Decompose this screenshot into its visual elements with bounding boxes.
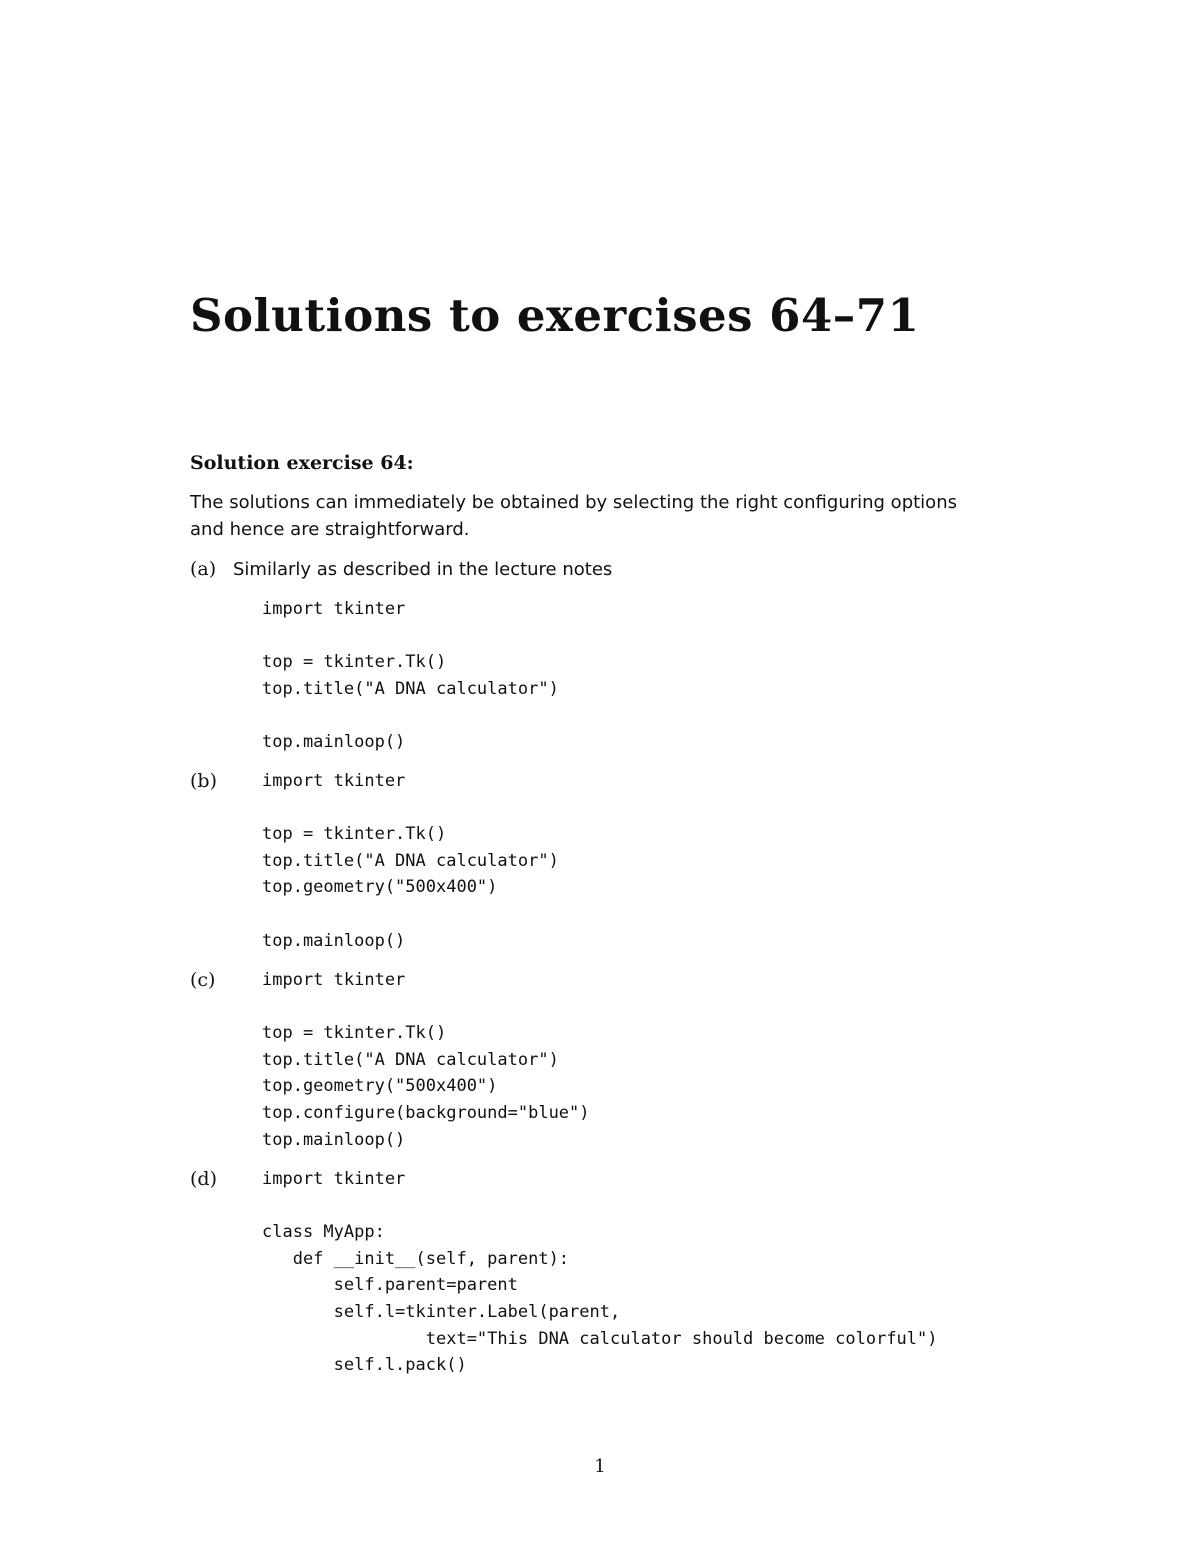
item-label-d: (d) [190, 1168, 217, 1190]
code-block-a: import tkinter top = tkinter.Tk() top.title("A DNA calculator") top.mainloop() [262, 599, 559, 752]
item-label-b: (b) [190, 770, 217, 792]
intro-paragraph [190, 489, 1020, 543]
intro-line: and hence are straightforward. [190, 519, 470, 540]
code-block-d: import tkinter class MyApp: def __init__(self, parent): self.parent=parent self.l=tkinter.Label(parent, text="This DNA calculator should become colorful") self.l.pack() [262, 1169, 938, 1376]
item-label-c: (c) [190, 969, 216, 991]
code-block-b: import tkinter top = tkinter.Tk() top.title("A DNA calculator") top.geometry("500x400") top.mainloop() [262, 771, 559, 951]
item-label-a: (a) [190, 558, 217, 580]
section-heading: Solution exercise 64: [190, 452, 414, 474]
item-text-a: Similarly as described in the lecture notes [233, 559, 613, 580]
code-block-c: import tkinter top = tkinter.Tk() top.title("A DNA calculator") top.geometry("500x400") top.configure(background="blue") top.mainloop() [262, 970, 590, 1150]
page-number: 1 [594, 1456, 606, 1477]
page-title: Solutions to exercises 64–71 [190, 289, 920, 342]
intro-line: The solutions can immediately be obtained by selecting the right configuring options [190, 492, 957, 513]
